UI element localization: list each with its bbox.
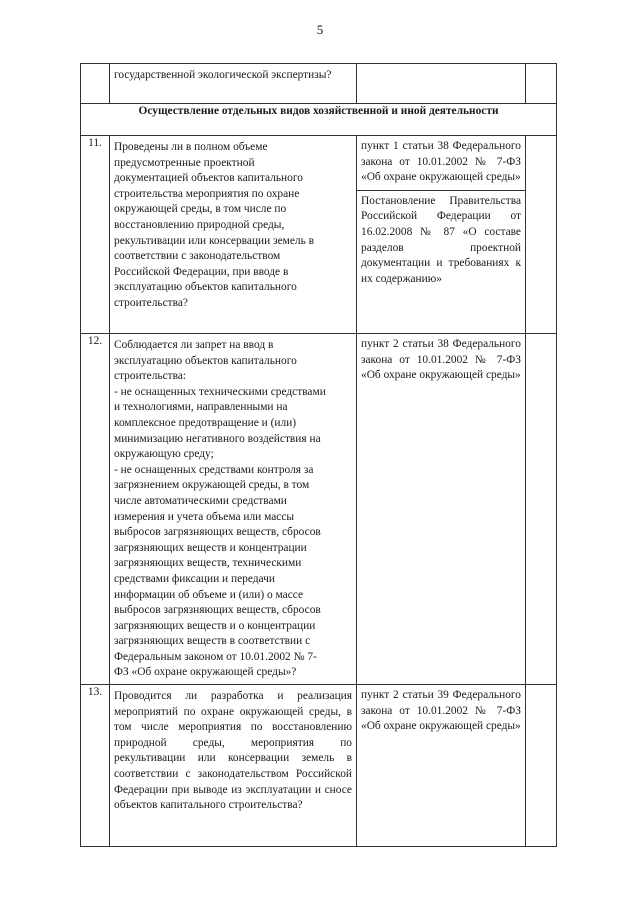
table-row bbox=[81, 136, 557, 334]
reference-cell bbox=[357, 64, 526, 104]
reference-cell bbox=[357, 685, 526, 847]
question-cell bbox=[110, 64, 357, 104]
row-number-cell: 13. bbox=[81, 685, 110, 847]
table-row bbox=[81, 334, 557, 685]
table-row bbox=[81, 64, 557, 104]
reference-text: пункт 2 статьи 39 Федерального закона от 10.01.2002 № 7-ФЗ «Об охране окружающей среды» bbox=[361, 689, 521, 733]
question-text: государственной экологической экспертизы? bbox=[114, 69, 332, 81]
question-text: Соблюдается ли запрет на ввод в эксплуатацию объектов капитального строительства: - не оснащенных техническими средствами и технологиями, направленными на комплексное предотвращение и (или) минимизацию негативного воздействия на окружающую среду; - не оснащенных средствами контроля за загрязнением окружающей среды, в том числе автоматическими средствами измерения и учета объема или массы выбросов загрязняющих веществ, сбросов загрязняющих веществ и концентрации загрязняющих веществ, техническими средствами фиксации и передачи информации об объеме и (или) о массе выбросов загрязняющих веществ, сбросов загрязняющих веществ и о концентрации загрязняющих веществ в соответствии с Федеральным законом от 10.01.2002 № 7- ФЗ «Об охране окружающей среды»? bbox=[114, 339, 326, 679]
question-text: Проводится ли разработка и реализация мероприятий по охране окружающей среды, в том числе мероприятия по восстановлению природной среды, мероприятия по рекультивации или консервации земель в соответствии с законодательством Российской Федерации при выводе из эксплуатации и сносе объектов капитального строительства? bbox=[114, 690, 352, 812]
row-number-cell bbox=[81, 64, 110, 104]
reference-text: пункт 1 статьи 38 Федерального закона от 10.01.2002 № 7-ФЗ «Об охране окружающей среды» bbox=[361, 140, 521, 184]
question-text: Проведены ли в полном объеме предусмотренные проектной документацией объектов капитального строительства мероприятия по охране окружающей среды, в том числе по восстановлению природной среды, рекультивации или консервации земель в соответствии с законодательством Российской Федерации, при вводе в эксплуатацию объектов капитального строительства? bbox=[114, 141, 315, 309]
reference-text: Постановление Правительства Российской Федерации от 16.02.2008 № 87 «О составе разделов проектной документации и требованиях к их содержанию» bbox=[357, 190, 525, 292]
table-row bbox=[81, 685, 557, 847]
empty-cell bbox=[526, 334, 557, 685]
section-row bbox=[81, 104, 557, 136]
requirements-table bbox=[80, 63, 557, 847]
row-number-cell: 11. bbox=[81, 136, 110, 334]
question-cell bbox=[110, 136, 357, 334]
empty-cell bbox=[526, 685, 557, 847]
question-cell bbox=[110, 334, 357, 685]
question-cell bbox=[110, 685, 357, 847]
empty-cell bbox=[526, 64, 557, 104]
reference-cell bbox=[357, 334, 526, 685]
reference-text: пункт 2 статьи 38 Федерального закона от 10.01.2002 № 7-ФЗ «Об охране окружающей среды» bbox=[361, 338, 521, 382]
row-number-cell: 12. bbox=[81, 334, 110, 685]
section-title: Осуществление отдельных видов хозяйственной и иной деятельности bbox=[81, 104, 557, 136]
reference-cell bbox=[357, 136, 526, 334]
empty-cell bbox=[526, 136, 557, 334]
page-number: 5 bbox=[316, 22, 324, 37]
